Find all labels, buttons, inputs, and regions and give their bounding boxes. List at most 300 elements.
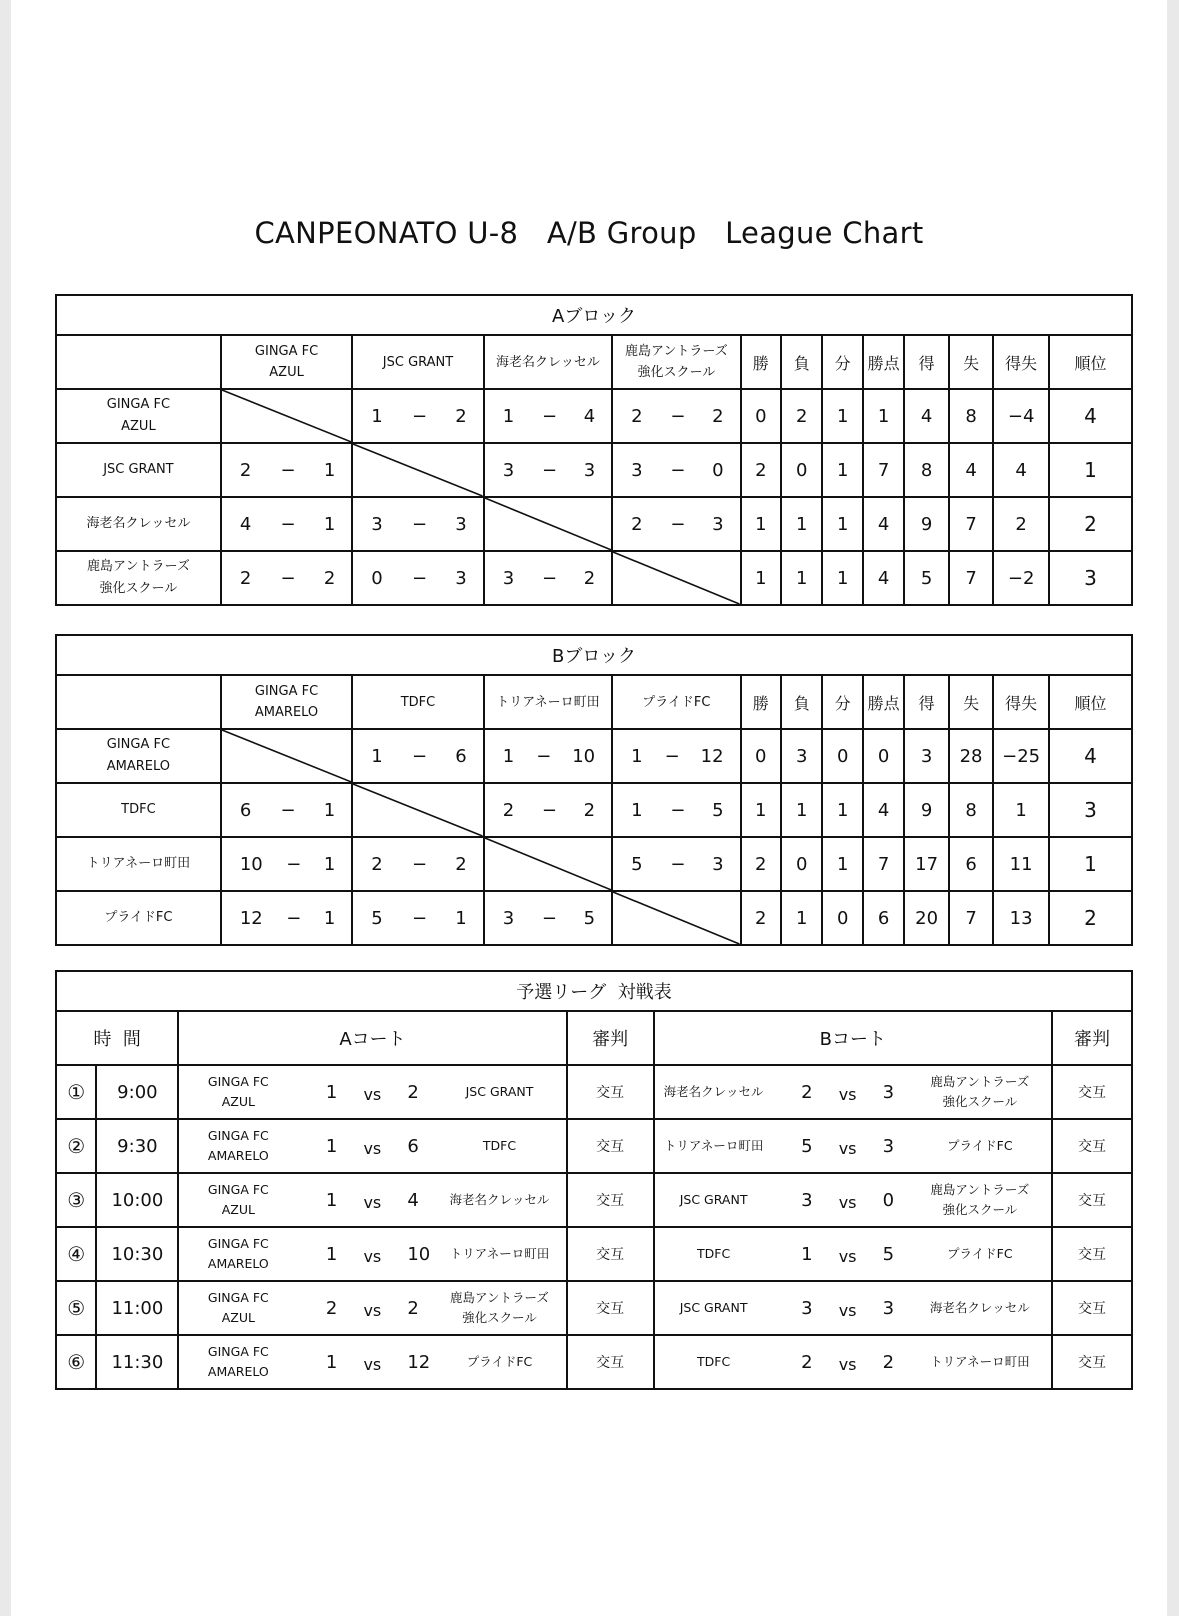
diagonal-line: [222, 730, 351, 782]
schedule-row: [56, 1227, 1132, 1281]
away-team: [909, 1180, 1051, 1220]
column-header-team: [484, 675, 612, 729]
diagonal-line: [353, 784, 482, 836]
team-name-line: GINGA FC: [254, 344, 319, 359]
goals-for: 5: [371, 907, 383, 929]
stat-cell: 2: [993, 497, 1049, 551]
home-team: [655, 1082, 773, 1102]
stat-cell: 0: [781, 443, 822, 497]
score-dash: −: [541, 567, 558, 589]
stat-cell: 8: [904, 443, 948, 497]
stat-cell: 0: [781, 837, 822, 891]
goals-for: 2: [239, 459, 252, 481]
stat-cell: 1: [741, 551, 781, 605]
away-score: 3: [882, 1297, 895, 1319]
time-header: 時 間: [56, 1011, 178, 1065]
goals-for: 12: [239, 907, 263, 929]
self-match-cell: [352, 783, 483, 837]
away-score: 12: [407, 1351, 431, 1373]
vs-label: vs: [363, 1354, 382, 1374]
goals-against: 3: [712, 853, 724, 875]
stat-cell: 4: [863, 783, 904, 837]
team-name-line: AMARELO: [207, 1256, 269, 1271]
home-team: [655, 1136, 773, 1156]
score-cell: [221, 837, 352, 891]
court-b-match: [654, 1227, 1052, 1281]
away-team: [433, 1190, 565, 1210]
team-name-line: JSC GRANT: [465, 1084, 534, 1099]
stat-cell: 1: [863, 389, 904, 443]
row-header-team: [56, 783, 221, 837]
schedule-title: 予選リーグ 対戦表: [56, 971, 1132, 1011]
team-name-line: AMARELO: [254, 705, 319, 720]
team-name-line: AZUL: [221, 1094, 255, 1109]
away-score: 10: [407, 1243, 431, 1265]
self-match-cell: [221, 389, 352, 443]
match-time: 10:30: [96, 1227, 178, 1281]
home-score: 2: [801, 1081, 813, 1103]
goals-for: 3: [502, 907, 515, 929]
away-score: 2: [407, 1081, 419, 1103]
match-number: ④: [56, 1227, 96, 1281]
home-team: [655, 1190, 773, 1210]
court-a-referee: 交互: [567, 1173, 654, 1227]
match-time: 9:30: [96, 1119, 178, 1173]
away-team: [433, 1352, 565, 1372]
stat-header: 得: [904, 335, 948, 389]
team-name-line: TDFC: [697, 1354, 731, 1369]
court-b-referee: 交互: [1052, 1119, 1132, 1173]
match-number: ①: [56, 1065, 96, 1119]
stat-cell: 6: [949, 837, 993, 891]
goals-for: 3: [502, 567, 515, 589]
goals-against: 1: [323, 907, 336, 929]
schedule-row: [56, 1173, 1132, 1227]
self-match-cell: [612, 891, 740, 945]
home-score: 1: [325, 1189, 338, 1211]
stat-cell: 1: [741, 497, 781, 551]
team-name-line: GINGA FC: [207, 1290, 269, 1305]
home-score: 3: [801, 1297, 813, 1319]
team-name-line: プライドFC: [947, 1138, 1013, 1153]
vs-label: vs: [838, 1138, 857, 1158]
row-header-team: [56, 389, 221, 443]
block-a-table: [55, 294, 1133, 606]
stat-cell: 4: [949, 443, 993, 497]
stat-cell: 1: [781, 497, 822, 551]
goals-against: 2: [455, 405, 467, 427]
team-name-line: 強化スクール: [99, 581, 178, 596]
rank-cell: 3: [1049, 783, 1132, 837]
match-time: 11:00: [96, 1281, 178, 1335]
team-name-line: AMARELO: [207, 1364, 269, 1379]
match-number: ②: [56, 1119, 96, 1173]
schedule-row: [56, 1281, 1132, 1335]
goals-against: 12: [700, 745, 724, 767]
stat-cell: 0: [741, 389, 781, 443]
home-team: [179, 1072, 297, 1112]
stat-header: 勝: [741, 675, 781, 729]
team-name-line: GINGA FC: [106, 397, 171, 412]
block-b-title: Bブロック: [56, 635, 1132, 675]
column-header-team: [352, 675, 483, 729]
team-name-line: トリアネーロ町田: [663, 1138, 764, 1153]
stat-cell: 4: [993, 443, 1049, 497]
score-dash: −: [411, 907, 428, 929]
team-name-line: 強化スクール: [637, 365, 716, 380]
stat-cell: 1: [781, 891, 822, 945]
stat-cell: 6: [863, 891, 904, 945]
self-match-cell: [612, 551, 740, 605]
goals-against: 1: [455, 907, 467, 929]
document-page: [11, 0, 1167, 1616]
stat-cell: 7: [949, 497, 993, 551]
court-b-match: [654, 1335, 1052, 1389]
stat-header: 勝点: [863, 675, 904, 729]
stat-cell: 0: [822, 729, 862, 783]
team-name-line: プライドFC: [642, 694, 711, 710]
corner-cell: [56, 335, 221, 389]
home-score: 2: [801, 1351, 813, 1373]
match-time: 10:00: [96, 1173, 178, 1227]
stat-cell: 1: [781, 551, 822, 605]
away-team: [433, 1082, 565, 1102]
goals-against: 2: [712, 405, 724, 427]
score-cell: [352, 729, 483, 783]
team-name-line: 強化スクール: [942, 1202, 1018, 1217]
table-row: [56, 551, 1132, 605]
team-name-line: プライドFC: [466, 1354, 533, 1369]
goals-for: 2: [239, 567, 252, 589]
score-dash: −: [280, 567, 296, 589]
table-row: [56, 389, 1132, 443]
team-name-line: トリアネーロ町田: [449, 1246, 550, 1261]
score-dash: −: [670, 405, 686, 427]
score-dash: −: [286, 853, 302, 875]
stat-cell: 9: [904, 783, 948, 837]
score-dash: −: [411, 853, 428, 875]
stat-cell: 1: [822, 443, 862, 497]
goals-against: 3: [455, 513, 467, 535]
court-a-match: [178, 1281, 566, 1335]
score-dash: −: [411, 745, 428, 767]
court-b-header: Bコート: [654, 1011, 1052, 1065]
stat-header: 順位: [1049, 675, 1132, 729]
score-dash: −: [280, 799, 296, 821]
score-dash: −: [536, 745, 552, 767]
stat-cell: 11: [993, 837, 1049, 891]
column-header-team: [221, 675, 352, 729]
team-name-line: GINGA FC: [207, 1182, 269, 1197]
team-name-line: 海老名クレッセル: [929, 1300, 1030, 1315]
score-dash: −: [412, 567, 428, 589]
score-dash: −: [541, 459, 558, 481]
stat-cell: 0: [741, 729, 781, 783]
home-score: 1: [801, 1243, 813, 1265]
stat-cell: 7: [949, 551, 993, 605]
stat-header: 失: [949, 675, 993, 729]
self-match-cell: [484, 497, 612, 551]
goals-for: 3: [502, 459, 515, 481]
team-name-line: AZUL: [221, 1310, 255, 1325]
rank-cell: 3: [1049, 551, 1132, 605]
match-time: 9:00: [96, 1065, 178, 1119]
home-team: [179, 1288, 297, 1328]
column-header-team: [352, 335, 483, 389]
score-dash: −: [412, 405, 428, 427]
stat-cell: −2: [993, 551, 1049, 605]
vs-label: vs: [838, 1246, 857, 1266]
goals-for: 1: [371, 405, 383, 427]
stat-cell: 8: [949, 389, 993, 443]
stat-cell: 1: [993, 783, 1049, 837]
home-score: 1: [325, 1351, 338, 1373]
home-score: 5: [801, 1135, 813, 1157]
team-name-line: トリアネーロ町田: [496, 694, 600, 710]
team-name-line: GINGA FC: [207, 1344, 269, 1359]
team-name-line: 海老名クレッセル: [663, 1084, 764, 1099]
goals-for: 6: [239, 799, 252, 821]
team-name-line: 鹿島アントラーズ: [930, 1182, 1030, 1197]
schedule-row: [56, 1065, 1132, 1119]
goals-against: 3: [712, 513, 724, 535]
rank-cell: 1: [1049, 837, 1132, 891]
court-a-referee: 交互: [567, 1065, 654, 1119]
vs-label: vs: [363, 1300, 382, 1320]
column-header-team: [612, 675, 740, 729]
diagonal-line: [485, 498, 611, 550]
stat-cell: 1: [822, 497, 862, 551]
court-a-match: [178, 1065, 566, 1119]
away-score: 6: [407, 1135, 419, 1157]
goals-for: 5: [631, 853, 643, 875]
goals-against: 2: [455, 853, 467, 875]
stat-cell: 4: [863, 497, 904, 551]
diagonal-line: [613, 892, 739, 944]
goals-against: 1: [323, 799, 336, 821]
stat-cell: 4: [904, 389, 948, 443]
stat-cell: 7: [863, 837, 904, 891]
team-name-line: AZUL: [269, 365, 304, 380]
stat-header: 負: [781, 335, 822, 389]
away-score: 5: [882, 1243, 895, 1265]
vs-label: vs: [363, 1192, 382, 1212]
away-team: [433, 1288, 565, 1328]
team-name-line: 鹿島アントラーズ: [930, 1074, 1030, 1089]
court-b-match: [654, 1281, 1052, 1335]
court-b-referee: 交互: [1052, 1065, 1132, 1119]
stat-cell: 1: [822, 551, 862, 605]
stat-cell: 2: [741, 891, 781, 945]
goals-against: 10: [572, 745, 596, 767]
team-name-line: GINGA FC: [207, 1128, 269, 1143]
vs-label: vs: [838, 1354, 857, 1374]
goals-for: 1: [631, 799, 643, 821]
goals-against: 2: [323, 567, 336, 589]
goals-against: 3: [455, 567, 467, 589]
diagonal-line: [613, 552, 739, 604]
table-row: [56, 837, 1132, 891]
goals-for: 2: [631, 405, 643, 427]
rank-cell: 4: [1049, 389, 1132, 443]
score-dash: −: [670, 459, 686, 481]
stat-header: 分: [822, 675, 862, 729]
score-cell: [221, 443, 352, 497]
diagonal-line: [353, 444, 482, 496]
stat-cell: 1: [741, 783, 781, 837]
stat-cell: 0: [822, 891, 862, 945]
stat-cell: −4: [993, 389, 1049, 443]
score-cell: [221, 891, 352, 945]
stat-cell: 9: [904, 497, 948, 551]
away-team: [433, 1244, 565, 1264]
stat-cell: 1: [822, 783, 862, 837]
stat-header: 勝点: [863, 335, 904, 389]
score-cell: [484, 551, 612, 605]
stat-cell: 8: [949, 783, 993, 837]
stat-header: 得失: [993, 675, 1049, 729]
self-match-cell: [484, 837, 612, 891]
team-name-line: 強化スクール: [942, 1094, 1018, 1109]
vs-label: vs: [838, 1300, 857, 1320]
rank-cell: 4: [1049, 729, 1132, 783]
stat-header: 失: [949, 335, 993, 389]
team-name-line: TDFC: [482, 1138, 517, 1153]
goals-against: 3: [583, 459, 596, 481]
court-b-referee: 交互: [1052, 1173, 1132, 1227]
score-cell: [352, 389, 483, 443]
score-dash: −: [541, 907, 558, 929]
home-score: 1: [325, 1081, 338, 1103]
score-cell: [352, 837, 483, 891]
stat-cell: 7: [863, 443, 904, 497]
goals-for: 10: [239, 853, 263, 875]
block-a-title: Aブロック: [56, 295, 1132, 335]
team-name-line: AMARELO: [207, 1148, 269, 1163]
goals-against: 4: [583, 405, 596, 427]
home-team: [179, 1234, 297, 1274]
schedule-row: [56, 1119, 1132, 1173]
referee-header: 審判: [567, 1011, 654, 1065]
score-dash: −: [664, 745, 680, 767]
stat-cell: 1: [822, 837, 862, 891]
column-header-team: [612, 335, 740, 389]
goals-against: 2: [583, 567, 596, 589]
score-dash: −: [280, 513, 296, 535]
away-score: 2: [407, 1297, 419, 1319]
team-name-line: JSC GRANT: [679, 1300, 748, 1315]
score-dash: −: [541, 405, 558, 427]
score-cell: [352, 497, 483, 551]
court-b-match: [654, 1119, 1052, 1173]
home-score: 3: [801, 1189, 813, 1211]
team-name-line: トリアネーロ町田: [930, 1354, 1030, 1369]
table-row: [56, 729, 1132, 783]
stat-cell: 20: [904, 891, 948, 945]
goals-for: 1: [631, 745, 643, 767]
stat-cell: 0: [863, 729, 904, 783]
schedule-table: [55, 970, 1133, 1390]
vs-label: vs: [838, 1084, 857, 1104]
stat-header: 負: [781, 675, 822, 729]
court-a-referee: 交互: [567, 1335, 654, 1389]
goals-against: 0: [712, 459, 724, 481]
stat-cell: 28: [949, 729, 993, 783]
table-row: [56, 497, 1132, 551]
diagonal-line: [222, 390, 351, 442]
goals-against: 2: [583, 799, 596, 821]
referee-header: 審判: [1052, 1011, 1132, 1065]
court-a-match: [178, 1227, 566, 1281]
home-team: [655, 1352, 773, 1372]
vs-label: vs: [363, 1084, 382, 1104]
stat-cell: 7: [949, 891, 993, 945]
team-name-line: 海老名クレッセル: [86, 516, 191, 531]
team-name-line: AZUL: [221, 1202, 255, 1217]
row-header-team: [56, 891, 221, 945]
home-score: 2: [325, 1297, 338, 1319]
away-score: 0: [882, 1189, 895, 1211]
team-name-line: プライドFC: [947, 1246, 1013, 1261]
score-cell: [612, 729, 740, 783]
rank-cell: 2: [1049, 497, 1132, 551]
score-cell: [612, 389, 740, 443]
stat-cell: 3: [781, 729, 822, 783]
court-b-match: [654, 1173, 1052, 1227]
self-match-cell: [352, 443, 483, 497]
score-dash: −: [286, 907, 302, 929]
column-header-team: [484, 335, 612, 389]
away-score: 4: [407, 1189, 419, 1211]
away-team: [909, 1352, 1051, 1372]
team-name-line: GINGA FC: [254, 684, 319, 699]
match-number: ⑤: [56, 1281, 96, 1335]
table-row: [56, 891, 1132, 945]
rank-cell: 2: [1049, 891, 1132, 945]
goals-for: 3: [631, 459, 643, 481]
away-score: 3: [882, 1081, 895, 1103]
team-name-line: 鹿島アントラーズ: [86, 559, 190, 574]
stat-header: 得: [904, 675, 948, 729]
stat-cell: 17: [904, 837, 948, 891]
score-dash: −: [541, 799, 558, 821]
team-name-line: 強化スクール: [462, 1310, 537, 1325]
team-name-line: TDFC: [400, 694, 436, 710]
team-name-line: 海老名クレッセル: [449, 1192, 550, 1207]
goals-for: 0: [371, 567, 383, 589]
stat-cell: 5: [904, 551, 948, 605]
rank-cell: 1: [1049, 443, 1132, 497]
court-b-referee: 交互: [1052, 1281, 1132, 1335]
score-cell: [352, 551, 483, 605]
goals-against: 6: [455, 745, 467, 767]
score-cell: [352, 891, 483, 945]
away-team: [909, 1072, 1051, 1112]
row-header-team: [56, 729, 221, 783]
away-team: [909, 1244, 1051, 1264]
goals-for: 2: [371, 853, 383, 875]
team-name-line: 海老名クレッセル: [496, 354, 600, 370]
stat-cell: 13: [993, 891, 1049, 945]
court-a-match: [178, 1119, 566, 1173]
score-dash: −: [670, 799, 686, 821]
home-team: [179, 1180, 297, 1220]
score-cell: [612, 837, 740, 891]
away-team: [433, 1136, 565, 1156]
score-cell: [221, 497, 352, 551]
home-score: 1: [325, 1135, 338, 1157]
home-team: [655, 1244, 773, 1264]
